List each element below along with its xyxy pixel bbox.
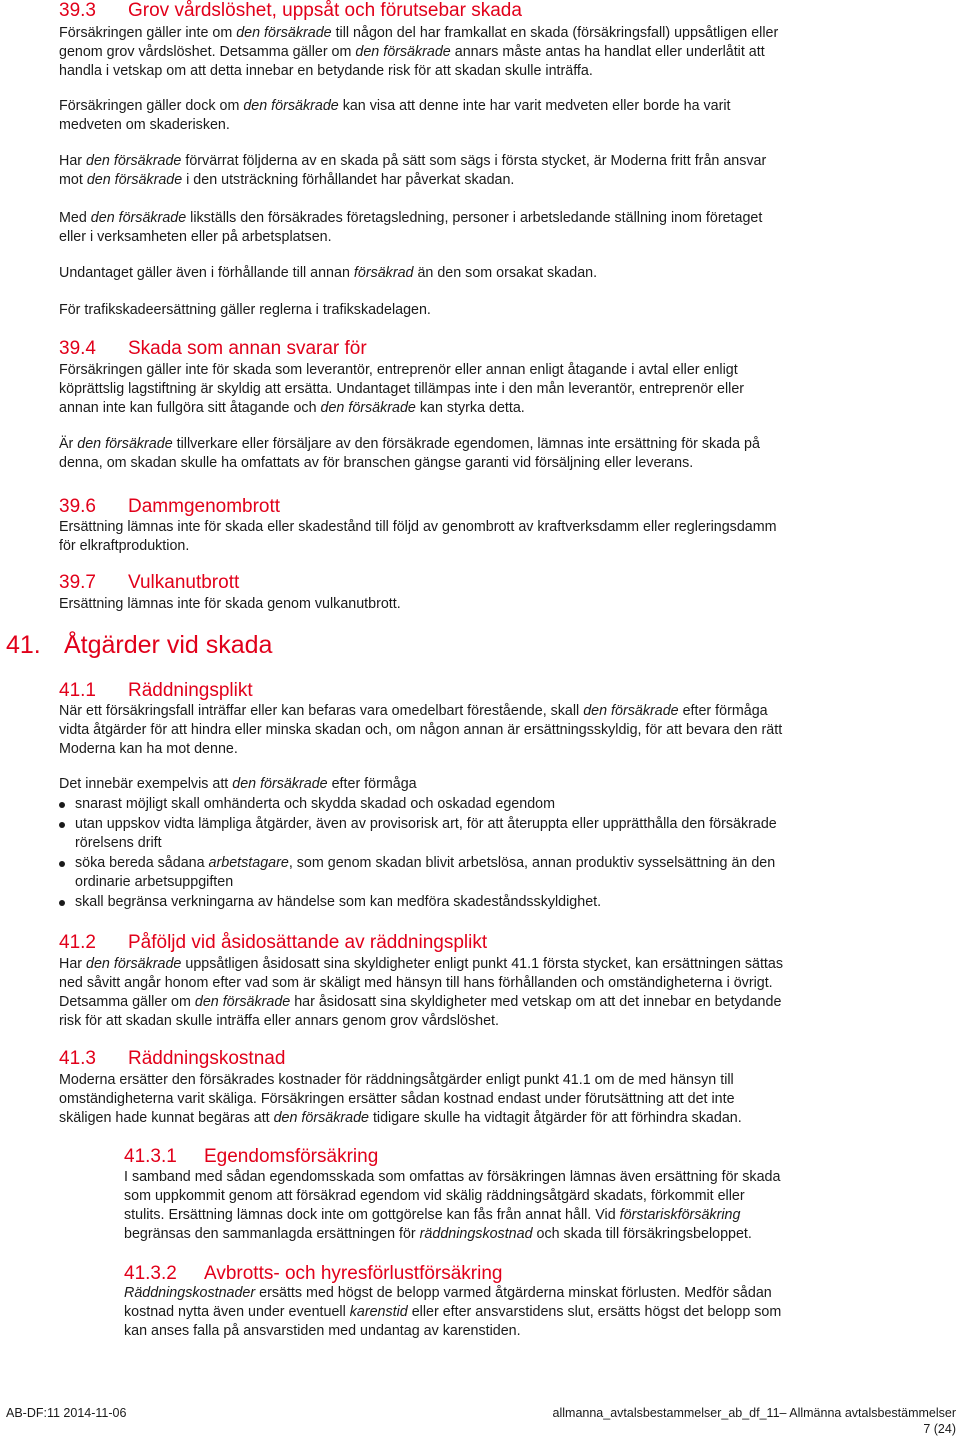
paragraph [59,1071,877,1128]
text-line: Det innebär exempelvis att den försäkrade efter förmåga [59,776,417,792]
text-line: Ersättning lämnas inte för skada eller skadestånd till följd av genombrott av kraftverksdamm eller regleringsdamm [59,519,777,535]
heading-41-3-2 [124,1263,503,1285]
paragraph [59,518,877,556]
paragraph [59,24,877,81]
text-line: medveten om skaderisken. [59,117,230,133]
emphasis-term: den försäkrade [90,210,187,226]
text-line: begränsas den sammanlagda ersättningen för räddningskostnad och skada till försäkringsbeloppet. [124,1226,752,1242]
text-line: snarast möjligt skall omhänderta och skydda skadad och oskadad egendom [75,796,556,812]
emphasis-term: den försäkrade [243,98,339,114]
text-line: Har den försäkrade förvärrat följderna av en skada på sätt som sägs i första stycket, är Moderna fritt från ansvar [59,153,767,169]
bullet-icon [59,900,65,906]
emphasis-term: Räddningskostnader [124,1285,256,1301]
text-line: Försäkringen gäller inte för skada som leverantör, entreprenör eller annan enligt åtagande i avtal eller enligt [59,362,738,378]
text-line: som uppkommit genom att försäkrad egendom vid skälig räddningsåtgärd skadats, förkommit eller [124,1188,745,1204]
text-line: handla i vetskap om att detta innebar en betydande risk för att skadan skulle inträffa. [59,63,593,79]
paragraph [124,1168,884,1244]
heading-title: Dammgenombrott [128,496,281,517]
emphasis-term: den försäkrade [273,1110,369,1126]
heading-39-3 [59,0,522,22]
text-line: Är den försäkrade tillverkare eller försäljare av den försäkrade egendomen, lämnas inte ersättning för skada på [59,436,760,452]
emphasis-term: den försäkrade [86,956,182,972]
text-line: annan inte kan fullgöra sitt åtagande och den försäkrade kan styrka detta. [59,400,525,416]
paragraph [124,1284,884,1341]
heading-41-1 [59,680,253,702]
bullet-icon [59,861,65,867]
text-line: I samband med sådan egendomsskada som omfattas av försäkringen lämnas även ersättning för skada [124,1169,781,1185]
footer-page-number: 7 (24) [923,1422,956,1436]
text-line: mot den försäkrade i den utsträckning förhållandet har påverkat skadan. [59,172,515,188]
heading-number: 41.3.1 [124,1146,177,1167]
heading-number: 39.7 [59,572,96,593]
emphasis-term: försäkrad [353,265,414,281]
paragraph [59,97,877,135]
heading-title: Avbrotts- och hyresförlustförsäkring [204,1263,503,1284]
heading-title: Räddningsplikt [128,680,253,701]
text-line: Försäkringen gäller dock om den försäkrade kan visa att denne inte har varit medveten eller borde ha varit [59,98,731,114]
heading-number: 41.2 [59,932,96,953]
chapter-title: Åtgärder vid skada [64,631,273,659]
emphasis-term: den försäkrade [236,25,332,41]
heading-title: Räddningskostnad [128,1048,286,1069]
text-line: Moderna ersätter den försäkrades kostnader för räddningsåtgärder enligt punkt 41.1 om de med hänsyn till [59,1072,734,1088]
paragraph [59,361,877,418]
text-line: ned såvitt angår honom efter vad som är skäligt med hänsyn till hans förhållanden och omständigheterna i övrigt. [59,975,773,991]
emphasis-term: räddningskostnad [419,1226,533,1242]
text-line: vidta åtgärder för att hindra eller minska skadan och, om någon annan är ersättningsskyldig, för att bevara den rätt [59,722,783,738]
text-line: för elkraftproduktion. [59,538,190,554]
footer-document-name: allmanna_avtalsbestammelser_ab_df_11– Allmänna avtalsbestämmelser [552,1406,956,1420]
paragraph [59,955,877,1031]
chapter-heading-41 [6,630,272,660]
heading-41-3-1 [124,1146,378,1168]
emphasis-term: karenstid [349,1304,408,1320]
text-line: eller i verksamheten eller på arbetsplatsen. [59,229,332,245]
text-line: kostnad nytta även under eventuell karenstid eller efter ansvarstidens slut, ersätts högst det belopp som [124,1304,782,1320]
text-line: ordinarie arbetsuppgiften [75,874,234,890]
heading-41-3 [59,1048,285,1070]
paragraph [59,702,877,759]
text-line: genom grov vårdslöshet. Detsamma gäller om den försäkrade annars måste antas ha handlat eller underlåtit att [59,44,765,60]
heading-number: 39.4 [59,338,96,359]
heading-number: 41.1 [59,680,96,701]
heading-title: Grov vårdslöshet, uppsåt och förutsebar skada [128,0,522,21]
heading-number: 39.6 [59,496,96,517]
heading-39-4 [59,338,367,360]
paragraph [59,301,877,320]
list-item [59,854,889,892]
text-line: Detsamma gäller om den försäkrade har åsidosatt sina skyldigheter med vetskap om att det innebar en betydande [59,994,782,1010]
paragraph [59,209,877,247]
bullet-icon [59,822,65,828]
text-line: Med den försäkrade likställs den försäkrades företagsledning, personer i arbetsledande ställning inom företaget [59,210,763,226]
text-line: utan uppskov vidta lämpliga åtgärder, även av provisorisk art, för att återuppta eller upprätthålla den försäkrade [75,816,777,832]
emphasis-term: den försäkrade [77,436,173,452]
emphasis-term: förstariskförsäkring [619,1207,741,1223]
emphasis-term: den försäkrade [86,172,183,188]
heading-41-2 [59,932,487,954]
emphasis-term: arbetstagare [208,855,289,871]
text-line: Moderna kan ha mot denne. [59,741,238,757]
text-line: Undantaget gäller även i förhållande till annan försäkrad än den som orsakat skadan. [59,265,598,281]
heading-title: Påföljd vid åsidosättande av räddningsplikt [128,932,488,953]
text-line: Ersättning lämnas inte för skada genom vulkanutbrott. [59,596,401,612]
heading-number: 41.3 [59,1048,96,1069]
heading-39-6 [59,496,280,518]
text-line: omständigheterna varit skäliga. Försäkringen ersätter sådan kostnad endast under förutsättning att det inte [59,1091,735,1107]
text-line: skall begränsa verkningarna av händelse som kan medföra skadeståndsskyldighet. [75,894,602,910]
emphasis-term: den försäkrade [320,400,416,416]
emphasis-term: den försäkrade [232,776,328,792]
bullet-icon [59,802,65,808]
heading-number: 39.3 [59,0,96,21]
paragraph [59,264,877,283]
bullet-list [59,795,889,913]
text-line: kan anses falla på ansvarstiden med undantag av karenstiden. [124,1323,521,1339]
heading-39-7 [59,572,239,594]
emphasis-term: den försäkrade [194,994,291,1010]
list-item [59,795,889,814]
emphasis-term: den försäkrade [583,703,679,719]
text-line: köprättslig lagstiftning är skyldig att ersätta. Undantaget tillämpas inte i den mån leverantör, entreprenör eller [59,381,745,397]
heading-title: Skada som annan svarar för [128,338,367,359]
text-line: söka bereda sådana arbetstagare, som genom skadan blivit arbetslösa, annan produktiv sysselsättning än den [75,855,776,871]
text-line: När ett försäkringsfall inträffar eller kan befaras vara omedelbart förestående, skall den försäkrade efter förmåga [59,703,768,719]
emphasis-term: den försäkrade [355,44,451,60]
heading-title: Egendomsförsäkring [204,1146,379,1167]
paragraph [59,152,877,190]
footer-document-id: AB-DF:11 2014-11-06 [6,1406,127,1420]
paragraph [59,435,877,473]
text-line: risk för att skadan skulle inträffa eller annars genom grov vårdslöshet. [59,1013,499,1029]
text-line: Försäkringen gäller inte om den försäkrade till någon del har framkallat en skada (försäkringsfall) uppsåtligen eller [59,25,779,41]
paragraph [59,595,877,614]
text-line: stulits. Ersättning lämnas dock inte om gottgörelse kan fås från annat håll. Vid förstariskförsäkring [124,1207,741,1223]
text-line: Räddningskostnader ersätts med högst de belopp varmed åtgärderna minskat förlusten. Medför sådan [124,1285,772,1301]
text-line: För trafikskadeersättning gäller reglerna i trafikskadelagen. [59,302,431,318]
heading-number: 41.3.2 [124,1263,177,1284]
emphasis-term: den försäkrade [86,153,182,169]
text-line: rörelsens drift [75,835,162,851]
list-item [59,893,889,912]
text-line: skäligen hade kunnat begäras att den försäkrade tidigare skulle ha vidtagit åtgärder för att förhindra skadan. [59,1110,742,1126]
list-item [59,815,889,853]
paragraph [59,775,877,794]
chapter-number: 41. [6,631,41,659]
text-line: denna, om skadan skulle ha omfattats av för branschen gängse garanti vid försäljning eller leverans. [59,455,694,471]
text-line: Har den försäkrade uppsåtligen åsidosatt sina skyldigheter enligt punkt 41.1 första stycket, kan ersättningen sättas [59,956,784,972]
heading-title: Vulkanutbrott [128,572,240,593]
